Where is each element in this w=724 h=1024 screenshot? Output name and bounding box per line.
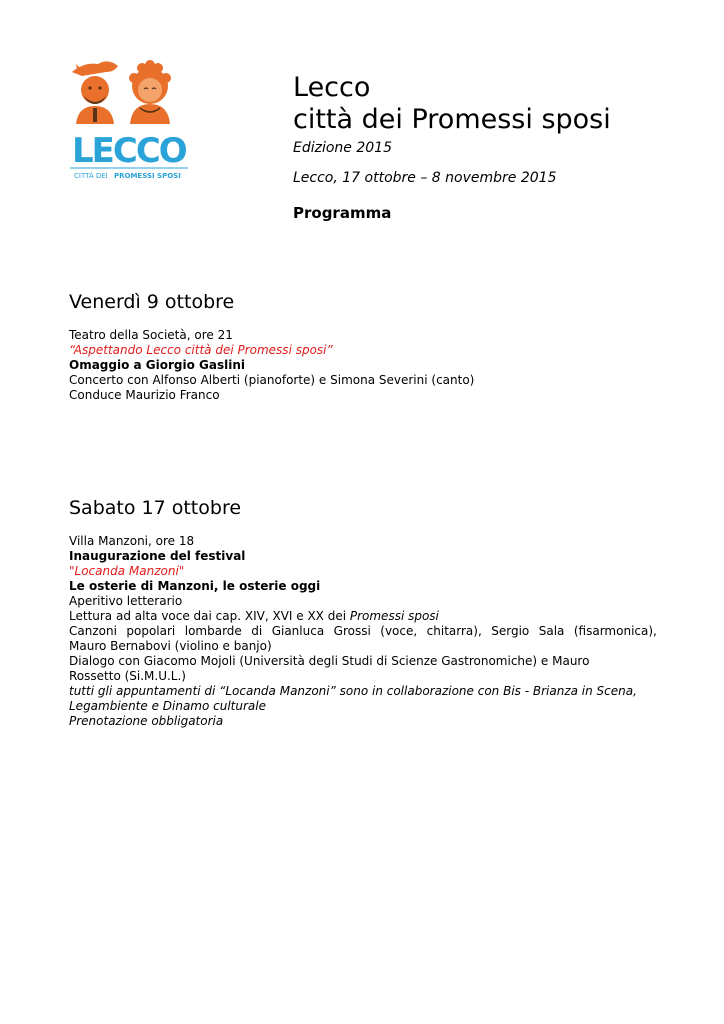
canzoni-word: lombarde <box>184 624 242 638</box>
event-detail: Conduce Maurizio Franco <box>69 388 220 402</box>
event-detail: Concerto con Alfonso Alberti (pianoforte) e Simona Severini (canto) <box>69 373 475 387</box>
event-aperitivo: Aperitivo letterario <box>69 594 183 608</box>
event-note-line-1: tutti gli appuntamenti di “Locanda Manzoni” sono in collaborazione con Bis - Brianza in Scena, <box>69 684 637 698</box>
title-line-2: città dei Promessi sposi <box>293 104 611 135</box>
event-venue: Teatro della Società, ore 21 <box>69 328 233 342</box>
canzoni-word: Sala <box>538 624 565 638</box>
event-dialogo-line-1: Dialogo con Giacomo Mojoli (Università degli Studi di Scienze Gastronomiche) e Mauro <box>69 654 590 668</box>
logo-subtitle-bold: PROMESSI SPOSI <box>114 172 181 180</box>
edition-label: Edizione 2015 <box>293 140 392 156</box>
programma-heading: Programma <box>293 204 392 222</box>
title-line-1: Lecco <box>293 72 371 103</box>
lettura-text: Lettura ad alta voce dai cap. XIV, XVI e XX dei <box>69 609 350 623</box>
canzoni-word: di <box>251 624 263 638</box>
day-heading: Venerdì 9 ottobre <box>69 291 235 313</box>
event-venerdi-9-ottobre <box>69 290 659 403</box>
day-heading: Sabato 17 ottobre <box>69 497 242 519</box>
event-sabato-17-ottobre <box>69 496 659 729</box>
logo-wordmark: LECCO <box>72 131 186 171</box>
canzoni-word: Grossi <box>333 624 371 638</box>
canzoni-word: Sergio <box>491 624 530 638</box>
canzoni-word: (fisarmonica), <box>573 624 657 638</box>
event-prenotazione: Prenotazione obbligatoria <box>69 714 224 728</box>
event-lettura <box>69 609 659 624</box>
canzoni-word: Gianluca <box>271 624 325 638</box>
event-series: “Aspettando Lecco città dei Promessi sposi” <box>69 343 333 357</box>
event-note-line-2: Legambiente e Dinamo culturale <box>69 699 266 713</box>
document-header <box>293 72 713 222</box>
lettura-book-title: Promessi sposi <box>349 609 439 623</box>
event-series: "Locanda Manzoni" <box>69 564 185 578</box>
event-canzoni-line-2: Mauro Bernabovi (violino e banjo) <box>69 639 272 653</box>
canzoni-word: Canzoni <box>69 624 117 638</box>
lecco-festival-logo <box>68 56 192 186</box>
promessi-sposi-logo-graphic <box>68 56 192 186</box>
event-title: Omaggio a Giorgio Gaslini <box>69 358 246 372</box>
canzoni-word: chitarra), <box>426 624 482 638</box>
logo-subtitle-prefix: CITTÀ DEI <box>74 172 108 180</box>
event-heading: Inaugurazione del festival <box>69 549 246 563</box>
event-dialogo-line-2: Rossetto (Si.M.U.L.) <box>69 669 186 683</box>
festival-dates: Lecco, 17 ottobre – 8 novembre 2015 <box>293 170 557 186</box>
event-canzoni-line-1 <box>69 624 657 639</box>
event-title: Le osterie di Manzoni, le osterie oggi <box>69 579 321 593</box>
canzoni-word: popolari <box>126 624 176 638</box>
canzoni-word: (voce, <box>380 624 418 638</box>
event-venue: Villa Manzoni, ore 18 <box>69 534 195 548</box>
